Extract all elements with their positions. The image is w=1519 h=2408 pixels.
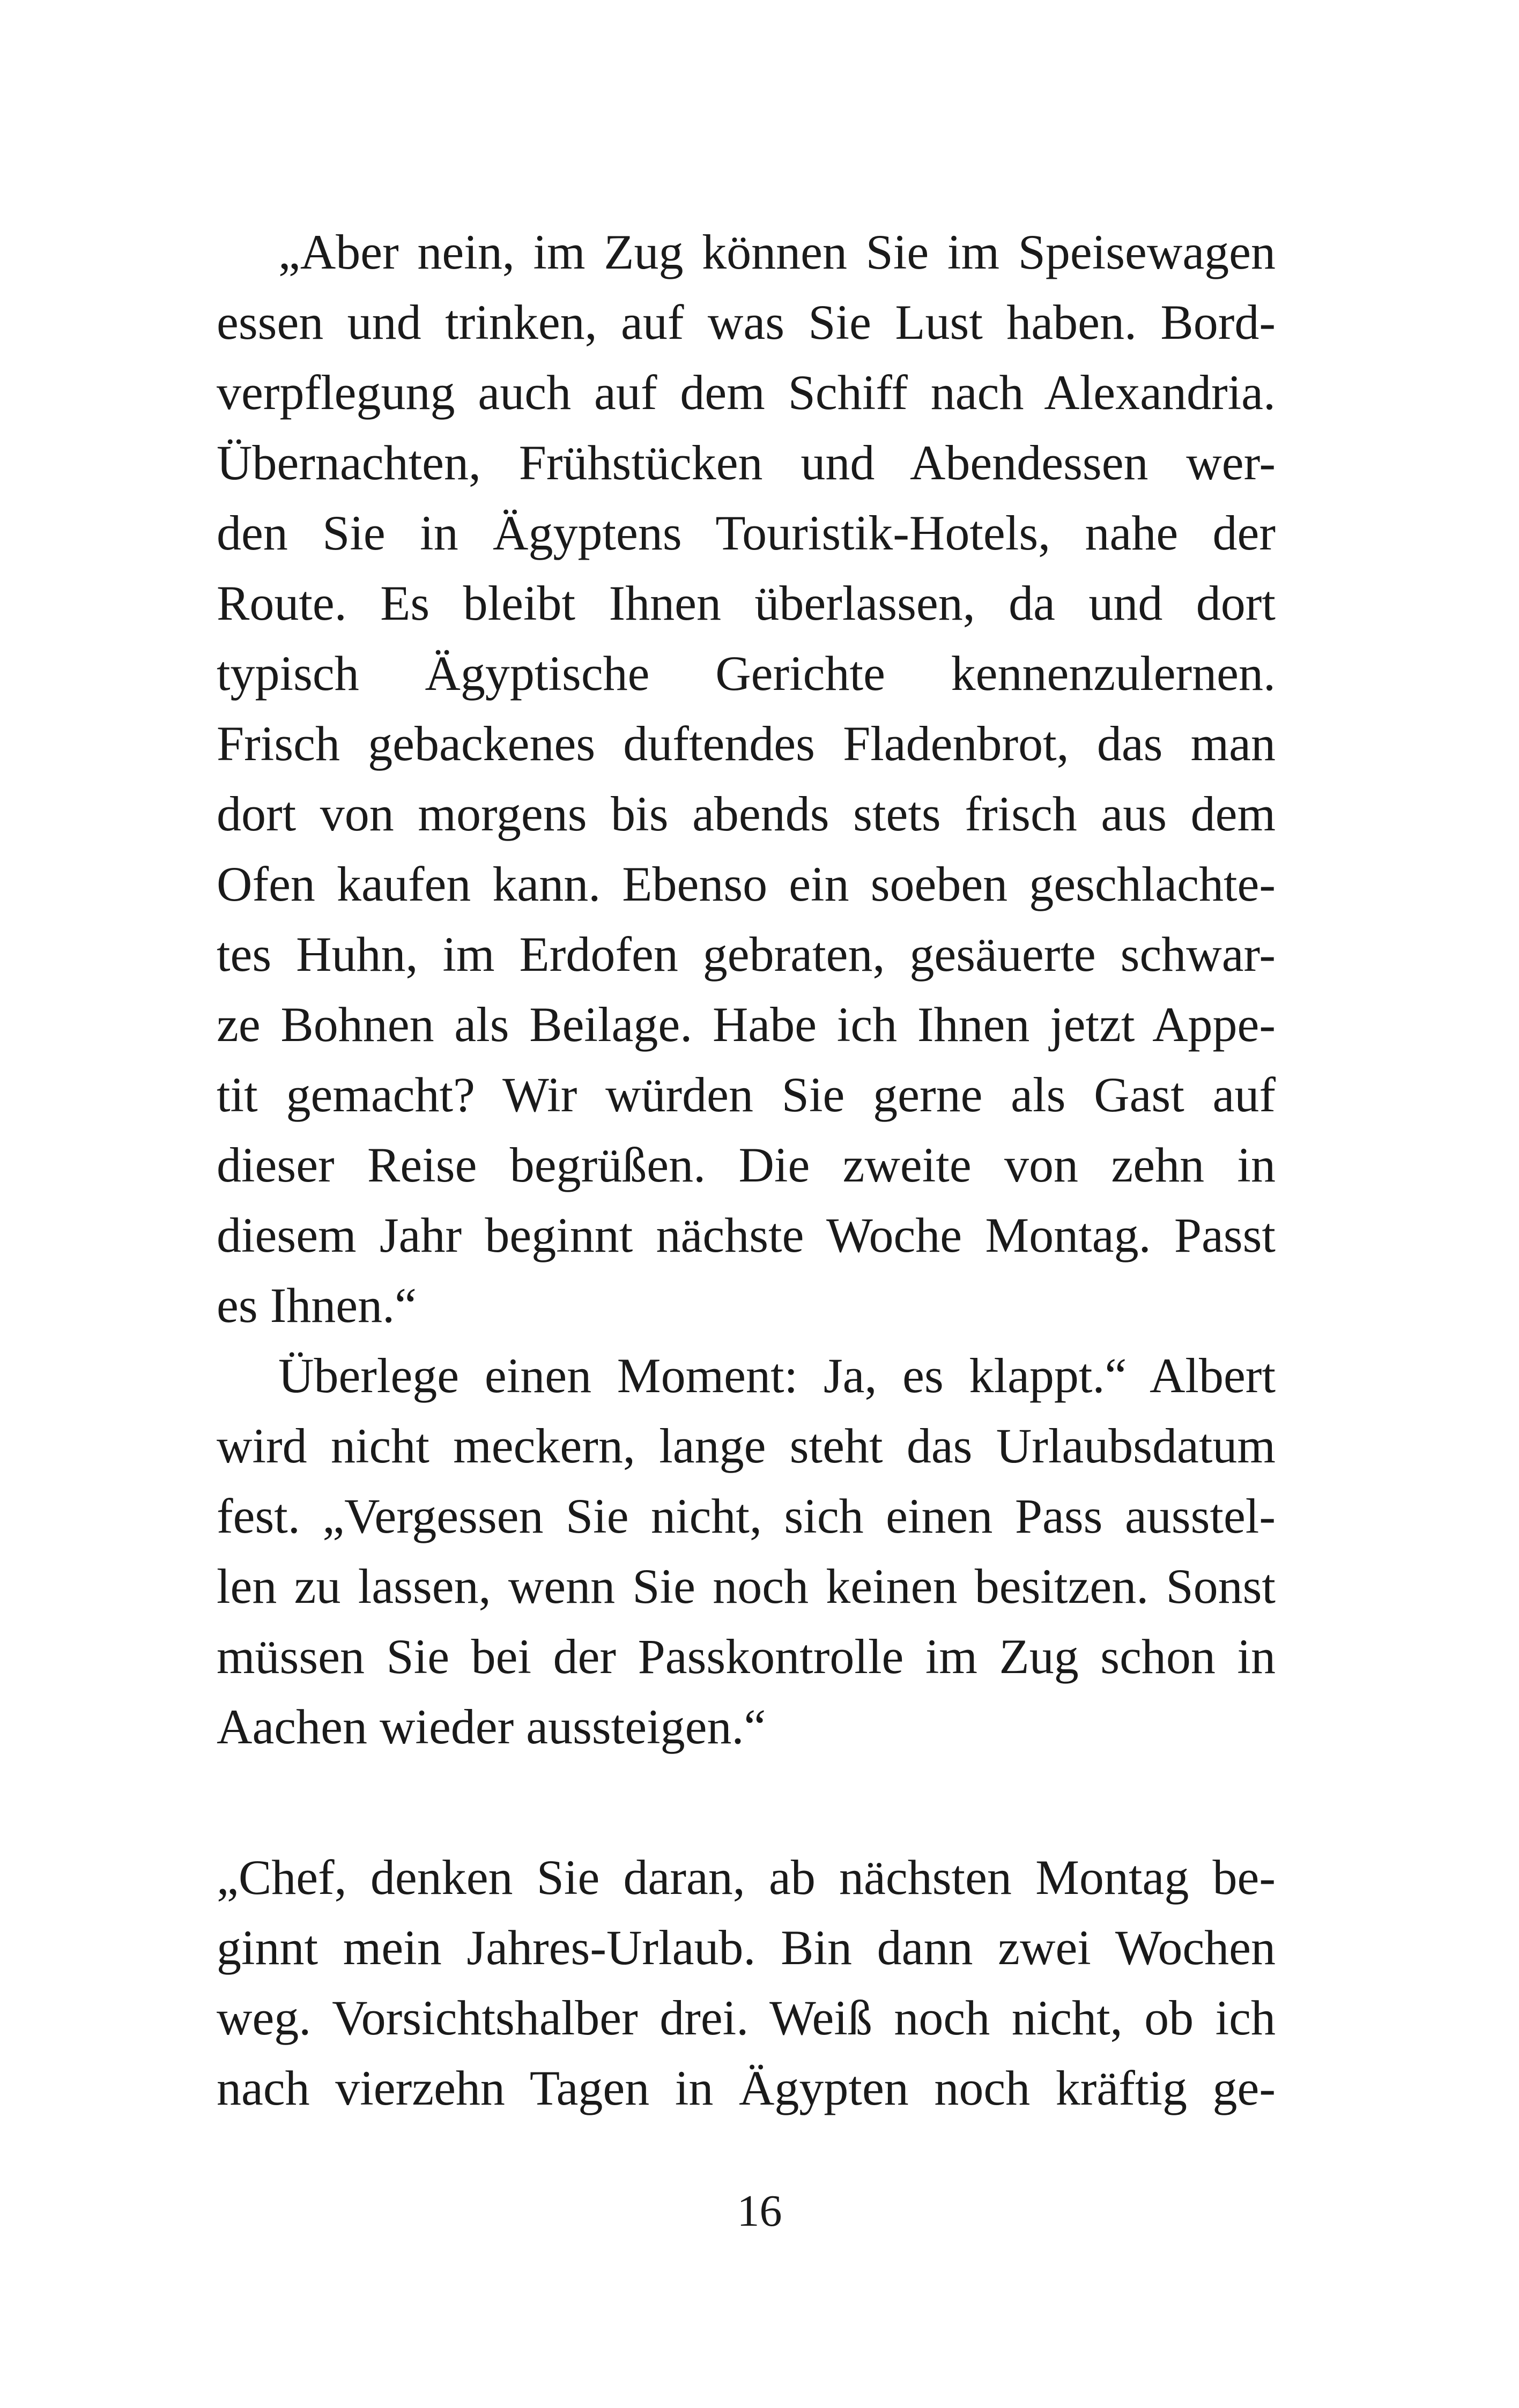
text-line: typisch Ägyptische Gerichte kennenzulernen. — [217, 646, 1276, 701]
paragraph-group-1 — [217, 217, 1276, 1762]
page-number: 16 — [737, 2186, 782, 2236]
text-line: weg. Vorsichtshalber drei. Weiß noch nicht, ob ich — [217, 1990, 1276, 2045]
text-line: den Sie in Ägyptens Touristik-Hotels, nahe der — [217, 506, 1276, 560]
text-line: „Chef, denken Sie daran, ab nächsten Montag be- — [217, 1850, 1276, 1905]
text-line: Route. Es bleibt Ihnen überlassen, da und dort — [217, 576, 1276, 630]
text-line: Aachen wieder aussteigen.“ — [217, 1699, 766, 1754]
text-line: Überlege einen Moment: Ja, es klappt.“ Albert — [278, 1348, 1276, 1403]
text-line: essen und trinken, auf was Sie Lust haben. Bord- — [217, 295, 1276, 350]
text-line: Übernachten, Frühstücken und Abendessen wer- — [217, 435, 1276, 490]
text-line: „Aber nein, im Zug können Sie im Speisewagen — [278, 225, 1276, 279]
text-line: Ofen kaufen kann. Ebenso ein soeben geschlachte- — [217, 857, 1276, 911]
text-line: diesem Jahr beginnt nächste Woche Montag. Passt — [217, 1208, 1276, 1262]
text-line: ze Bohnen als Beilage. Habe ich Ihnen jetzt Appe- — [217, 997, 1276, 1052]
text-line: wird nicht meckern, lange steht das Urlaubsdatum — [217, 1418, 1276, 1473]
text-line: Frisch gebackenes duftendes Fladenbrot, das man — [217, 716, 1276, 771]
paragraph-group-2 — [217, 1842, 1276, 2123]
text-line: nach vierzehn Tagen in Ägypten noch kräftig ge- — [217, 2061, 1276, 2115]
text-line: tit gemacht? Wir würden Sie gerne als Gast auf — [217, 1067, 1276, 1122]
text-line: verpflegung auch auf dem Schiff nach Alexandria. — [217, 365, 1276, 420]
text-line: es Ihnen.“ — [217, 1278, 417, 1333]
text-line: müssen Sie bei der Passkontrolle im Zug schon in — [217, 1629, 1276, 1684]
text-line: dieser Reise begrüßen. Die zweite von zehn in — [217, 1138, 1276, 1192]
text-line: ginnt mein Jahres-Urlaub. Bin dann zwei Wochen — [217, 1920, 1276, 1975]
text-line: fest. „Vergessen Sie nicht, sich einen Pass ausstel- — [217, 1489, 1276, 1543]
text-line: len zu lassen, wenn Sie noch keinen besitzen. Sonst — [217, 1559, 1276, 1614]
text-line: dort von morgens bis abends stets frisch aus dem — [217, 786, 1276, 841]
text-line: tes Huhn, im Erdofen gebraten, gesäuerte schwar- — [217, 927, 1276, 982]
